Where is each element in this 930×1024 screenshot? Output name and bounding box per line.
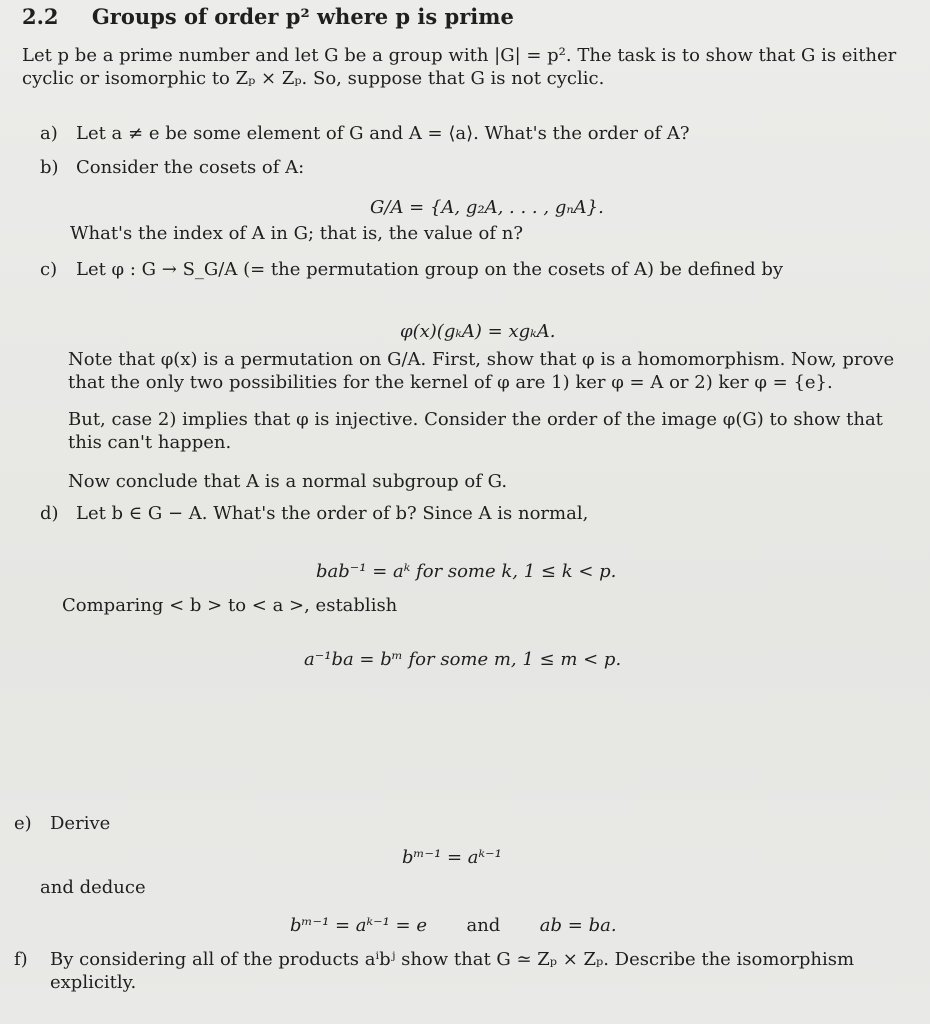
equation-commute: ab = ba. bbox=[539, 915, 617, 936]
part-a-label: a) bbox=[40, 123, 58, 144]
part-a bbox=[40, 122, 900, 145]
part-e-deduce: and deduce bbox=[40, 877, 146, 898]
part-c-label: c) bbox=[40, 259, 58, 280]
part-e bbox=[14, 812, 110, 835]
equation-identity: bᵐ⁻¹ = aᵏ⁻¹ = e bbox=[290, 915, 427, 936]
part-c-but: But, case 2) implies that φ is injective. Consider the order of the image φ(G) to show that this can't happen. bbox=[68, 409, 883, 454]
part-c-text: Let φ : G → S_G/A (= the permutation group on the cosets of A) be defined by bbox=[76, 259, 784, 280]
part-c-note: Note that φ(x) is a permutation on G/A. First, show that φ is a homomorphism. Now, prove that the only two possibilities for the kernel of φ are 1) ker φ = A or 2) ker φ = {e}. bbox=[68, 349, 895, 394]
part-f-label: f) bbox=[14, 949, 28, 970]
section-heading bbox=[22, 4, 514, 31]
equation-cosets: G/A = {A, g₂A, . . . , gₙA}. bbox=[370, 197, 604, 218]
part-f bbox=[14, 948, 904, 994]
section-title: Groups of order p² where p is prime bbox=[91, 4, 514, 29]
part-b-question: What's the index of A in G; that is, the value of n? bbox=[70, 223, 523, 244]
part-b-text: Consider the cosets of A: bbox=[76, 157, 305, 178]
part-f-text: By considering all of the products aⁱbʲ show that G ≃ Zₚ × Zₚ. Describe the isomorphism explicitly. bbox=[50, 949, 855, 994]
part-b bbox=[40, 156, 900, 179]
part-c bbox=[40, 258, 900, 281]
part-d-text: Let b ∈ G − A. What's the order of b? Since A is normal, bbox=[76, 503, 589, 524]
part-d-label: d) bbox=[40, 503, 59, 524]
equation-derive: bᵐ⁻¹ = aᵏ⁻¹ bbox=[402, 847, 502, 868]
section-number: 2.2 bbox=[22, 4, 59, 29]
part-d-compare: Comparing < b > to < a >, establish bbox=[62, 595, 398, 616]
part-e-text: Derive bbox=[50, 813, 111, 834]
part-a-text: Let a ≠ e be some element of G and A = ⟨a⟩. What's the order of A? bbox=[76, 123, 690, 144]
part-c-conclusion: Now conclude that A is a normal subgroup of G. bbox=[68, 471, 508, 492]
equation-inverse-conjugation: a⁻¹ba = bᵐ for some m, 1 ≤ m < p. bbox=[304, 649, 622, 670]
part-b-label: b) bbox=[40, 157, 59, 178]
equation-and: and bbox=[466, 915, 501, 936]
part-d bbox=[40, 502, 900, 525]
intro-paragraph: Let p be a prime number and let G be a group with |G| = p². The task is to show that G is either cyclic or isomorphic to Zₚ × Zₚ. So, suppose that G is not cyclic. bbox=[22, 45, 897, 90]
equation-deduce-row bbox=[290, 914, 690, 937]
equation-conjugation: bab⁻¹ = aᵏ for some k, 1 ≤ k < p. bbox=[316, 561, 617, 582]
equation-phi: φ(x)(gₖA) = xgₖA. bbox=[400, 321, 556, 342]
part-e-label: e) bbox=[14, 813, 32, 834]
